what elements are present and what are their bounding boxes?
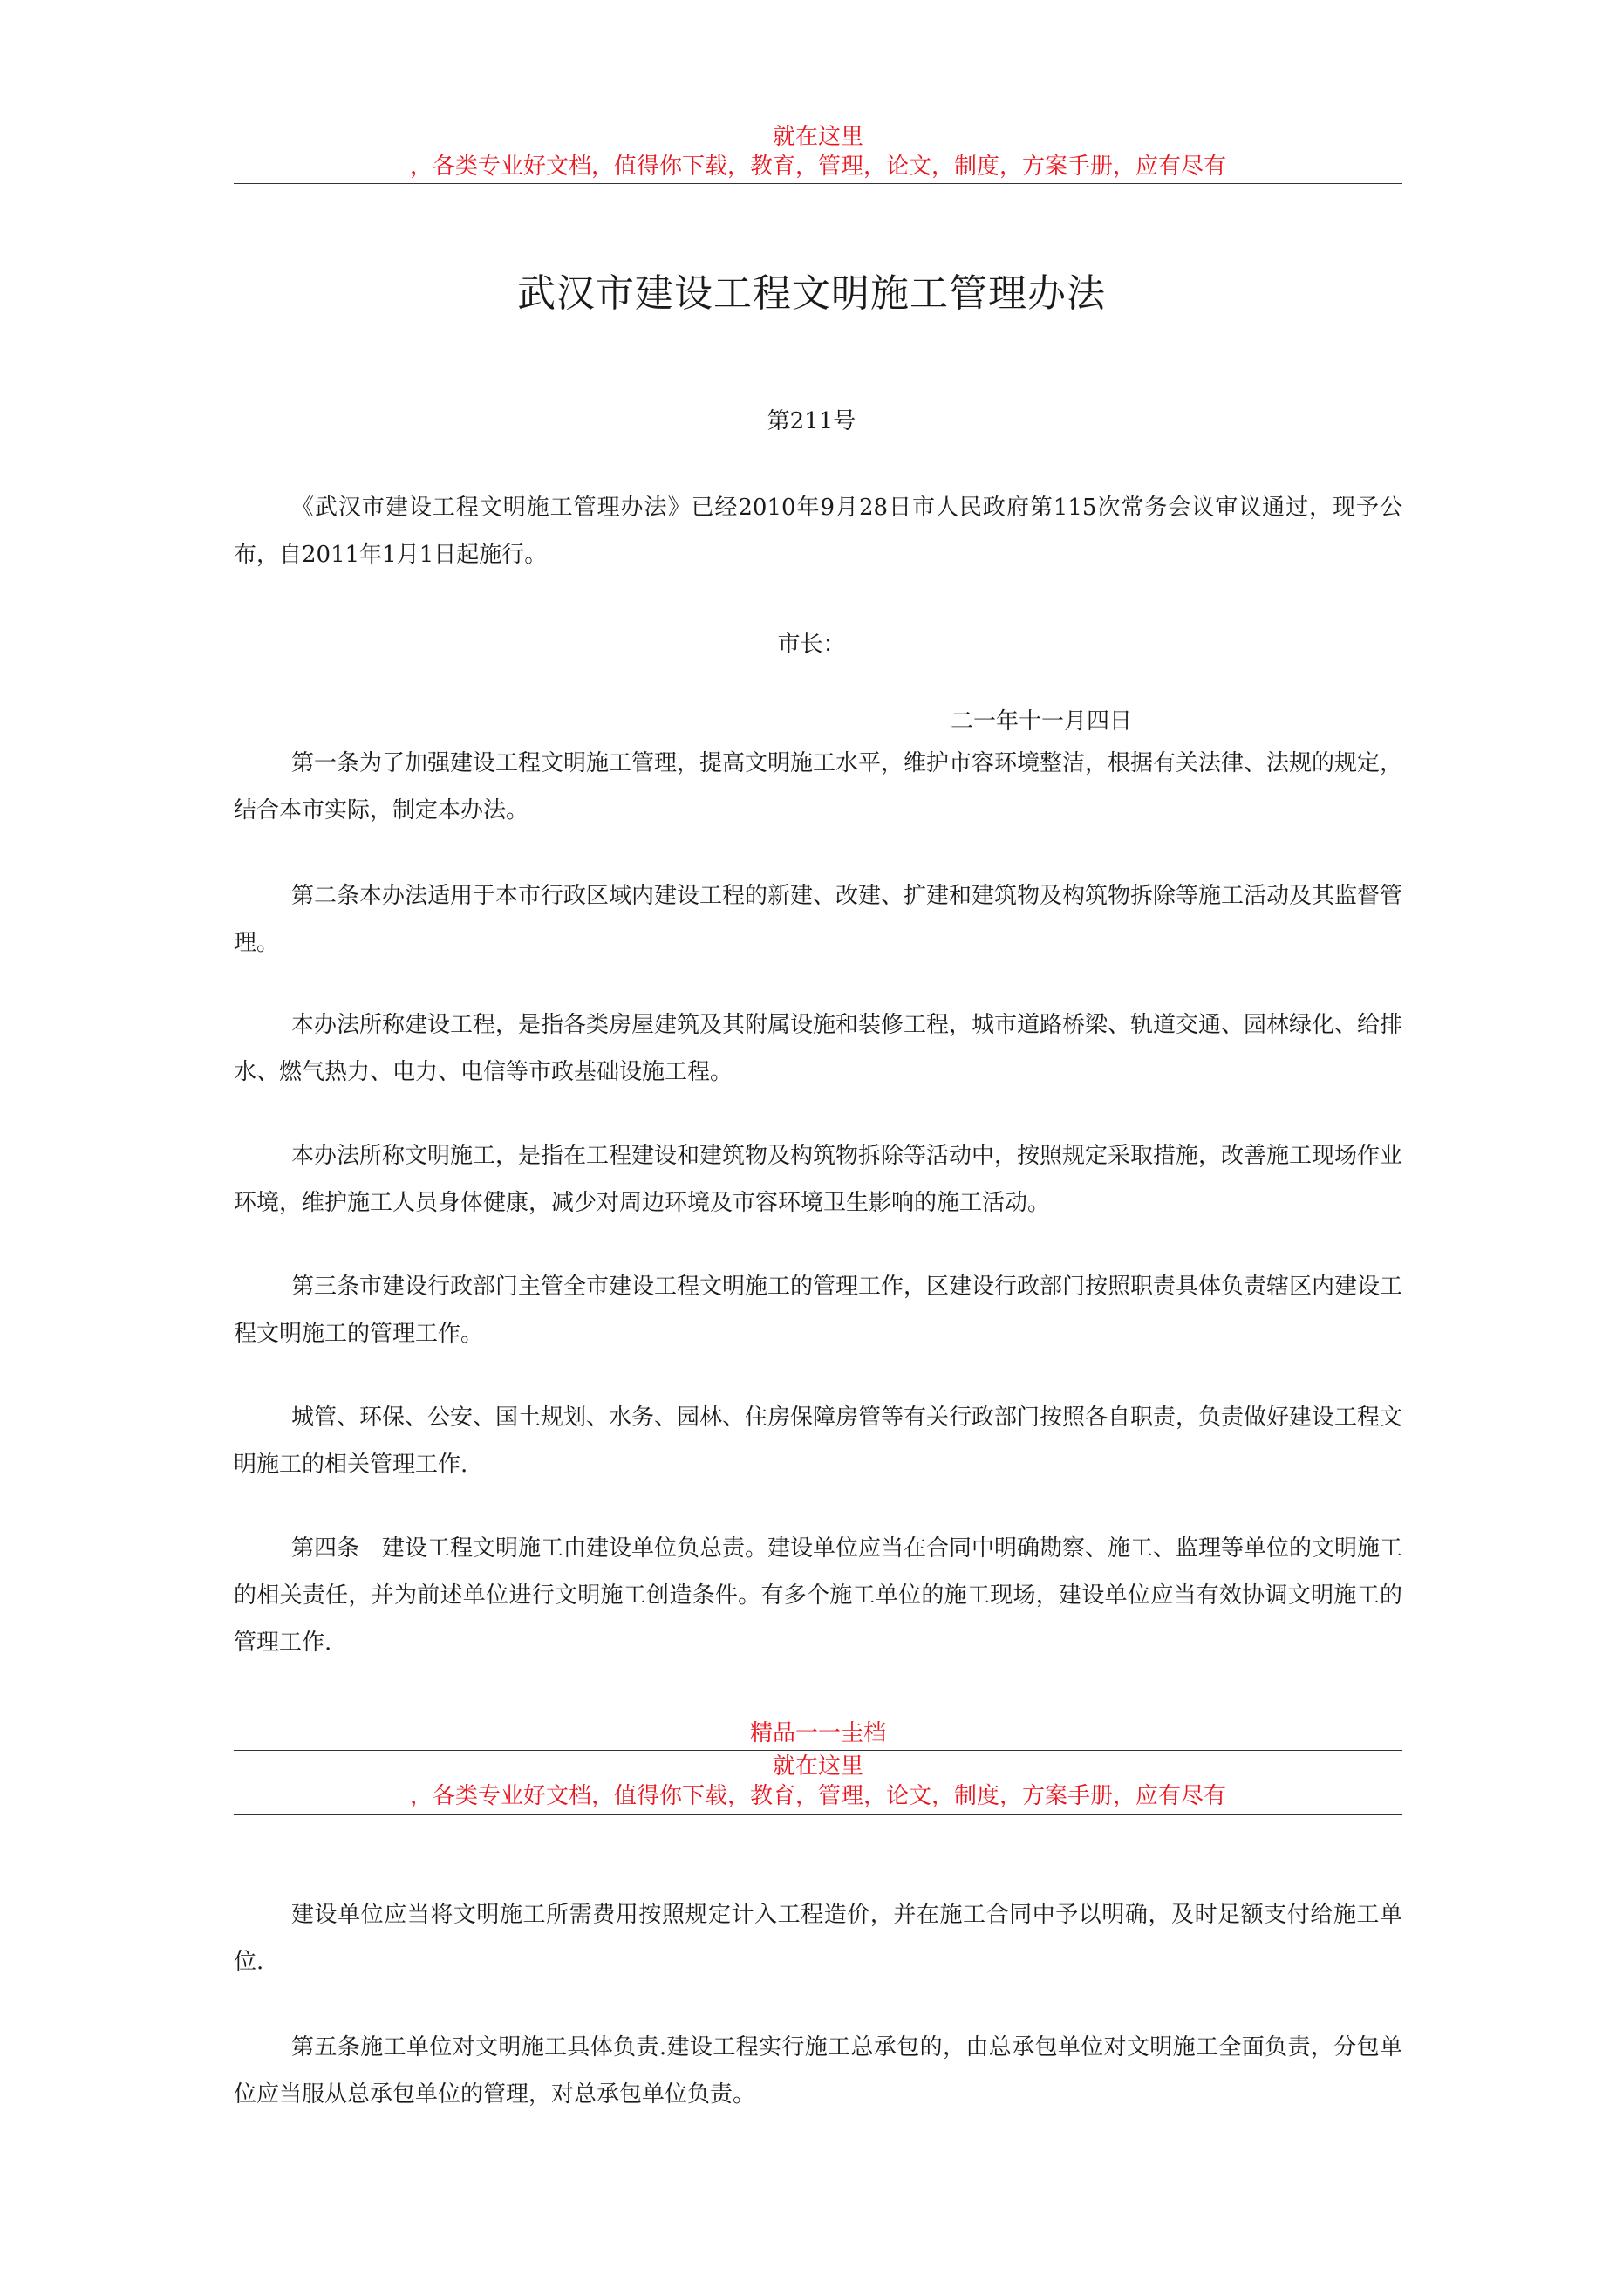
footer-divider (234, 1750, 1402, 1751)
order-number: 第211号 (767, 408, 856, 434)
article-2: 第二条本办法适用于本市行政区域内建设工程的新建、改建、扩建和建筑物及构筑物拆除等施工活动及其监督管理。 (234, 883, 1403, 956)
article-5: 第五条施工单位对文明施工具体负责.建设工程实行施工总承包的，由总承包单位对文明施工全面负责，分包单位应当服从总承包单位的管理，对总承包单位负责。 (234, 2034, 1402, 2108)
preamble-paragraph: 《武汉市建设工程文明施工管理办法》已经2010年9月28日市人民政府第115次常务会议审议通过，现予公布，自2011年1月1日起施行。 (234, 495, 1402, 568)
article-3: 第三条市建设行政部门主管全市建设工程文明施工的管理工作，区建设行政部门按照职责具体负责辖区内建设工程文明施工的管理工作。 (234, 1274, 1403, 1347)
page-header (234, 122, 1402, 181)
mayor-line: 市长： (777, 632, 846, 658)
article-1: 第一条为了加强建设工程文明施工管理，提高文明施工水平，维护市容环境整洁，根据有关法律、法规的规定，结合本市实际，制定本办法。 (234, 750, 1403, 823)
next-page-header (234, 1752, 1402, 1811)
issue-date: 二一年十一月四日 (951, 708, 1133, 735)
page-footer (234, 1719, 1402, 1748)
header-line-1: 就在这里 (772, 124, 863, 150)
article-2-def-civilized: 本办法所称文明施工，是指在工程建设和建筑物及构筑物拆除等活动中，按照规定采取措施，改善施工现场作业环境，维护施工人员身体健康，减少对周边环境及市容环境卫生影响的施工活动。 (234, 1143, 1403, 1216)
header-divider (234, 183, 1402, 184)
document-title: 武汉市建设工程文明施工管理办法 (517, 271, 1106, 316)
article-3-other-departments: 城管、环保、公安、国土规划、水务、园林、住房保障房管等有关行政部门按照各自职责，负责做好建设工程文明施工的相关管理工作. (234, 1404, 1403, 1478)
footer-line-3: ，各类专业好文档，值得你下载，教育，管理，论文，制度，方案手册，应有尽有 (409, 1783, 1226, 1809)
article-2-def-construction: 本办法所称建设工程，是指各类房屋建筑及其附属设施和装修工程，城市道路桥梁、轨道交通、园林绿化、给排水、燃气热力、电力、电信等市政基础设施工程。 (234, 1012, 1403, 1085)
article-4-cost-paragraph: 建设单位应当将文明施工所需费用按照规定计入工程造价，并在施工合同中予以明确，及时足额支付给施工单位. (234, 1902, 1402, 1975)
footer-line-2: 就在这里 (772, 1753, 863, 1780)
article-4: 第四条 建设工程文明施工由建设单位负总责。建设单位应当在合同中明确勘察、施工、监理等单位的文明施工的相关责任，并为前述单位进行文明施工创造条件。有多个施工单位的施工现场，建设单位应当有效协调文明施工的管理工作. (234, 1535, 1403, 1656)
next-page-divider (234, 1814, 1402, 1815)
footer-line-1: 精品一一圭档 (749, 1720, 886, 1746)
header-line-2: ，各类专业好文档，值得你下载，教育，管理，论文，制度，方案手册，应有尽有 (409, 154, 1226, 180)
